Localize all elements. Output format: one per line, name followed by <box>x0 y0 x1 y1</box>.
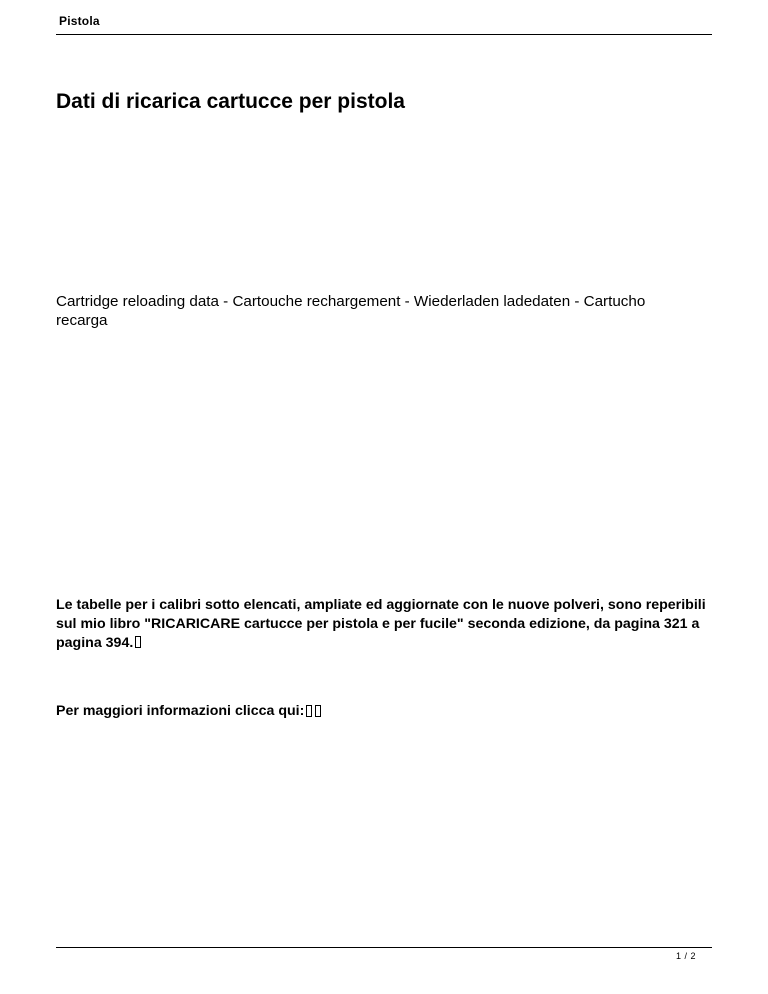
missing-glyph-icon <box>135 636 141 648</box>
header-title: Pistola <box>59 14 100 28</box>
document-title: Dati di ricarica cartucce per pistola <box>56 90 405 113</box>
subtitle-translations: Cartridge reloading data - Cartouche rechargement - Wiederladen ladedaten - Cartucho recarga <box>56 293 646 329</box>
more-info-text[interactable]: Per maggiori informazioni clicca qui: <box>56 703 305 719</box>
missing-glyph-icon <box>306 704 328 718</box>
more-info-link[interactable] <box>56 702 328 721</box>
book-reference-text: Le tabelle per i calibri sotto elencati, ampliate ed aggiornate con le nuove polveri, sono reperibili sul mio libro "RICARICARE cartucce per pistola e per fucile" seconda edizione, da pagina 321 a pagina 394. <box>56 597 706 651</box>
page-header <box>56 10 712 35</box>
footer-divider <box>56 947 712 948</box>
page-number: 1 / 2 <box>675 951 696 961</box>
book-reference-paragraph <box>56 596 716 653</box>
